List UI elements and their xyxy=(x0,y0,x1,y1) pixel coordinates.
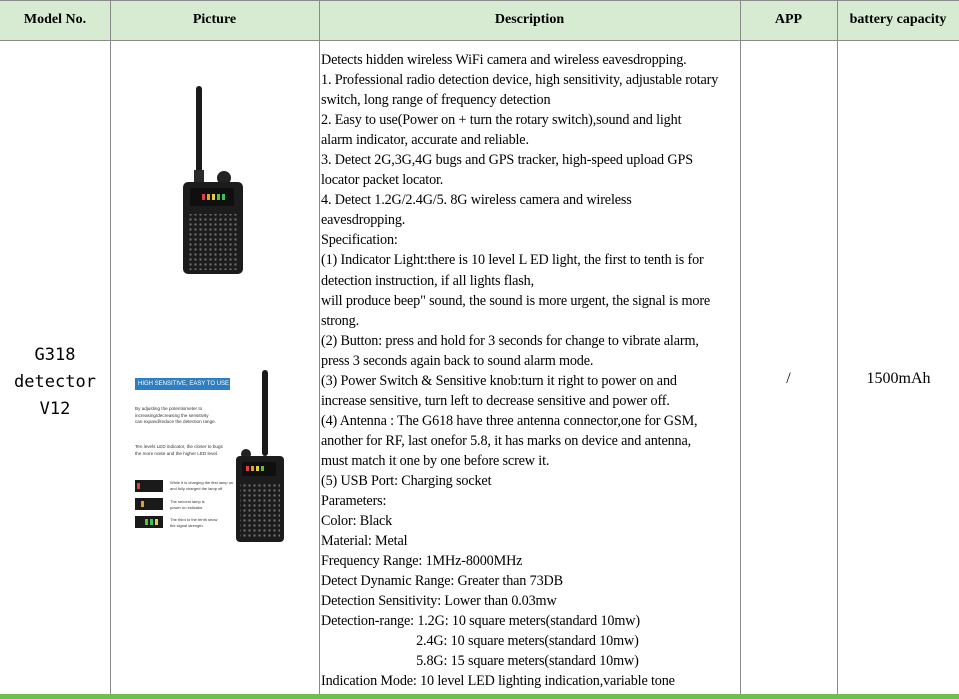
description-line: Material: Metal xyxy=(321,533,408,550)
description-line: locator packet locator. xyxy=(321,172,444,189)
description-line: another for RF, last onefor 5.8, it has marks on device and antenna, xyxy=(321,432,692,449)
legend-text: While it is charging the first lamp on and fully charged the lamp off xyxy=(170,480,234,491)
header-app: APP xyxy=(774,12,803,27)
description-line: Detects hidden wireless WiFi camera and wireless eavesdropping. xyxy=(321,52,687,68)
header-description: Description xyxy=(494,12,565,27)
header-picture: Picture xyxy=(192,12,237,27)
promo-paragraph: Ten levels LED indicator, the closer to bugs the more noise and the higher LED level. xyxy=(135,444,223,456)
description-line: 2. Easy to use(Power on + turn the rotary switch),sound and light xyxy=(321,112,682,129)
legend-text: The third to the tenth show the signal strength. xyxy=(170,517,218,528)
battery-cell: 1500mAh xyxy=(866,370,931,387)
description-line: 3. Detect 2G,3G,4G bugs and GPS tracker, high-speed upload GPS xyxy=(321,152,693,169)
bottom-green-bar xyxy=(0,694,959,699)
description-line: Specification: xyxy=(321,232,398,249)
description-line: detection instruction, if all lights flash, xyxy=(321,272,535,289)
description-line: press 3 seconds again back to sound alarm mode. xyxy=(321,352,594,369)
description-cell xyxy=(321,50,739,692)
column-divider xyxy=(740,0,741,699)
description-line: 1. Professional radio detection device, high sensitivity, adjustable rotary xyxy=(321,72,719,89)
model-line: G318 xyxy=(34,345,76,365)
model-line: V12 xyxy=(39,399,71,419)
description-line: Color: Black xyxy=(321,513,393,530)
description-line: 4. Detect 1.2G/2.4G/5. 8G wireless camera and wireless xyxy=(321,192,632,209)
detector-device-image xyxy=(178,82,248,282)
led-indicator-icons xyxy=(135,480,165,532)
promo-paragraph: By adjusting the potentiometer to increasing/decreasing the sensitivity can expand/reduce the detection range. xyxy=(135,406,216,425)
description-line: increase sensitive, turn left to decrease sensitive and power off. xyxy=(321,392,670,409)
description-line: Frequency Range: 1MHz-8000MHz xyxy=(321,553,523,570)
column-divider xyxy=(110,0,111,699)
description-line: (1) Indicator Light:there is 10 level L ED light, the first to tenth is for xyxy=(321,252,704,269)
description-line: 2.4G: 10 square meters(standard 10mw) xyxy=(321,633,639,650)
column-divider xyxy=(837,0,838,699)
header-model-no: Model No. xyxy=(23,12,87,27)
description-line: Indication Mode: 10 level LED lighting indication,variable tone xyxy=(321,673,675,690)
description-line: (4) Antenna : The G618 have three antenna connector,one for GSM, xyxy=(321,412,698,429)
description-line: (5) USB Port: Charging socket xyxy=(321,472,492,489)
description-line: (2) Button: press and hold for 3 seconds for change to vibrate alarm, xyxy=(321,332,699,349)
detector-device-image-small xyxy=(232,368,290,546)
legend-text: The second lamp is power on indicator xyxy=(170,499,205,510)
description-line: alarm indicator, accurate and reliable. xyxy=(321,132,529,149)
description-line: Detect Dynamic Range: Greater than 73DB xyxy=(321,573,563,590)
description-line: Detection-range: 1.2G: 10 square meters(standard 10mw) xyxy=(321,613,640,630)
header-divider xyxy=(0,40,959,41)
description-line: 5.8G: 15 square meters(standard 10mw) xyxy=(321,653,639,670)
description-line: will produce beep" sound, the sound is more urgent, the signal is more xyxy=(321,292,711,309)
description-line: Parameters: xyxy=(321,493,387,510)
description-line: eavesdropping. xyxy=(321,212,406,229)
description-line: strong. xyxy=(321,312,359,329)
app-cell: / xyxy=(786,370,791,387)
promo-banner: HIGH SENSITIVE, EASY TO USE xyxy=(135,378,230,390)
column-divider xyxy=(319,0,320,699)
table-top-border xyxy=(0,0,959,1)
promo-image xyxy=(130,368,290,546)
header-battery: battery capacity xyxy=(849,12,947,27)
model-number-cell xyxy=(0,342,110,423)
description-line: switch, long range of frequency detection xyxy=(321,92,551,109)
model-line: detector xyxy=(14,372,96,392)
description-line: Detection Sensitivity: Lower than 0.03mw xyxy=(321,593,557,610)
description-line: must match it one by one before screw it. xyxy=(321,452,550,469)
description-line: (3) Power Switch & Sensitive knob:turn it right to power on and xyxy=(321,372,677,389)
